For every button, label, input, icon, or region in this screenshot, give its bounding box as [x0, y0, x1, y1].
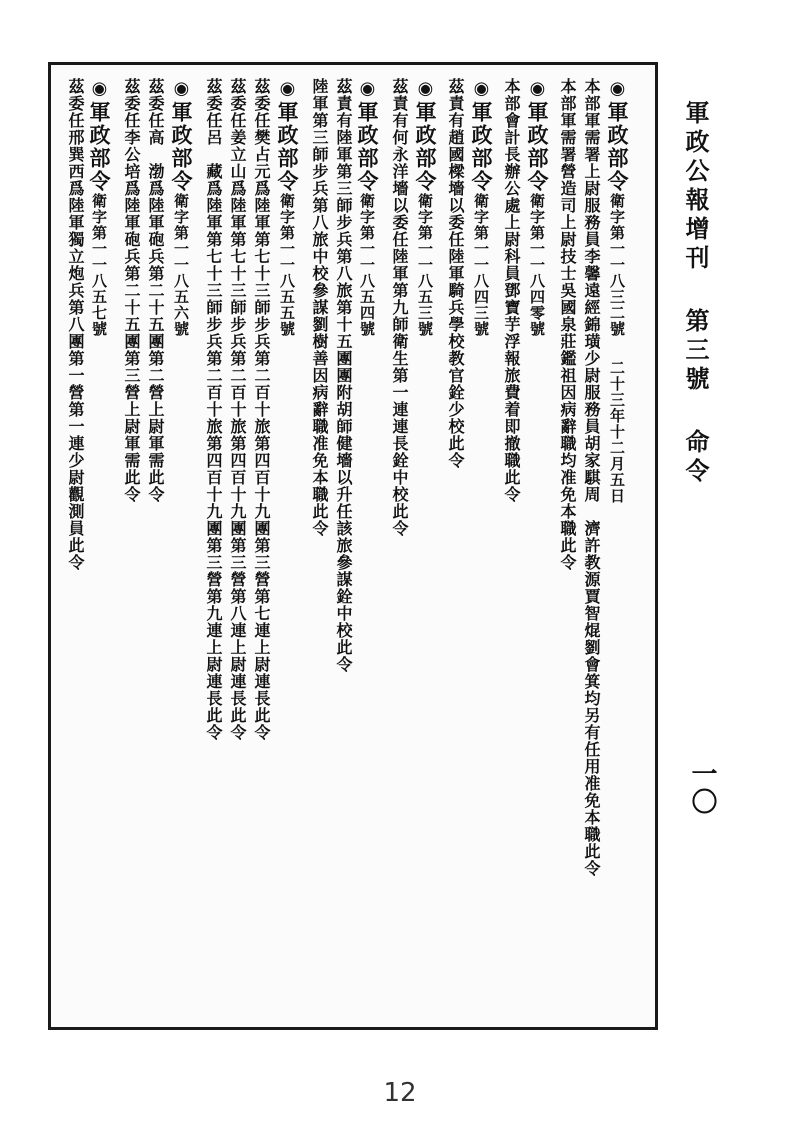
order-line: 茲委任呂 藏爲陸軍第七十三師步兵第二百十旅第四百十九團第三營第九連上尉連長此令 [204, 78, 223, 741]
page-number: 12 [383, 1078, 417, 1108]
order-title: 軍政部令 [525, 101, 550, 193]
order-title: 軍政部令 [413, 101, 438, 193]
order-title: 軍政部令 [469, 101, 494, 193]
order-title: 軍政部令 [355, 101, 380, 193]
order-number: 衛字第一一八四三號 [472, 193, 490, 337]
order-line: 茲責有趙國樑墻以委任陸軍騎兵學校教官銓少校此令 [446, 78, 465, 469]
order-line: 茲委任樊占元爲陸軍第七十三師步兵第二百十旅第四百十九團第三營第七連上尉連長此令 [252, 78, 271, 741]
bullet-circle-icon: ◉ [607, 78, 628, 101]
order-date: 二十三年十二月五日 [608, 360, 626, 504]
bullet-circle-icon: ◉ [277, 78, 298, 101]
order-title: 軍政部令 [605, 101, 630, 193]
order-heading [606, 78, 628, 504]
order-title: 軍政部令 [169, 101, 194, 193]
order-heading [526, 78, 548, 337]
order-title: 軍政部令 [275, 101, 300, 193]
order-title: 軍政部令 [87, 101, 112, 193]
order-number: 衛字第一一八五三號 [416, 193, 434, 337]
order-line: 本部軍需署上尉服務員李馨遠經錦璜少尉服務員胡家騏周 濟許教源賈智焜劉會箕均另有任用准免本職此令 [582, 78, 601, 877]
order-line: 茲責有陸軍第三師步兵第八旅第十五團團附胡師健墻以升任該旅參謀銓中校此令 [334, 78, 353, 673]
order-line: 茲責有何永洋墻以委任陸軍第九師衛生第一連連長銓中校此令 [390, 78, 409, 537]
order-line: 茲委任高 渤爲陸軍砲兵第二十五團第二營上尉軍需此令 [146, 78, 165, 503]
order-heading [414, 78, 436, 337]
order-number: 衛字第一一八五四號 [358, 193, 376, 337]
order-heading [170, 78, 192, 337]
order-number: 衛字第一一八五七號 [90, 193, 108, 337]
order-number: 衛字第一一八五六號 [172, 193, 190, 337]
order-number: 衛字第一一八四零號 [528, 193, 546, 337]
order-number: 衛字第一一八三二號 [608, 193, 626, 337]
order-heading [470, 78, 492, 337]
order-number: 衛字第一一八五五號 [278, 193, 296, 337]
bullet-circle-icon: ◉ [415, 78, 436, 101]
order-line: 茲委任邢巽西爲陸軍獨立炮兵第八團第一營第一連少尉觀測員此令 [66, 78, 85, 571]
order-line: 本部軍需署營造司上尉技士吳國泉莊鑑祖因病辭職均准免本職此令 [558, 78, 577, 571]
order-heading [276, 78, 298, 337]
order-line: 茲委任李公培爲陸軍砲兵第二十五團第三營上尉軍需此令 [122, 78, 141, 503]
order-heading [88, 78, 110, 337]
order-line: 茲委任姜立山爲陸軍第七十三師步兵第二百十旅第四百十九團第三營第八連上尉連長此令 [228, 78, 247, 741]
order-heading [356, 78, 378, 337]
bullet-circle-icon: ◉ [171, 78, 192, 101]
bullet-circle-icon: ◉ [527, 78, 548, 101]
bullet-circle-icon: ◉ [357, 78, 378, 101]
order-line: 陸軍第三師步兵第八旅中校參謀劉樹善因病辭職准免本職此令 [310, 78, 329, 537]
page-mark: 一〇 [687, 760, 717, 816]
bullet-circle-icon: ◉ [471, 78, 492, 101]
bullet-circle-icon: ◉ [89, 78, 110, 101]
running-header: 軍政公報增刊 第三號 命令 [681, 100, 710, 487]
order-line: 本部會計長辦公處上尉科員鄧寶芋浮報旅費着即撤職此令 [502, 78, 521, 503]
